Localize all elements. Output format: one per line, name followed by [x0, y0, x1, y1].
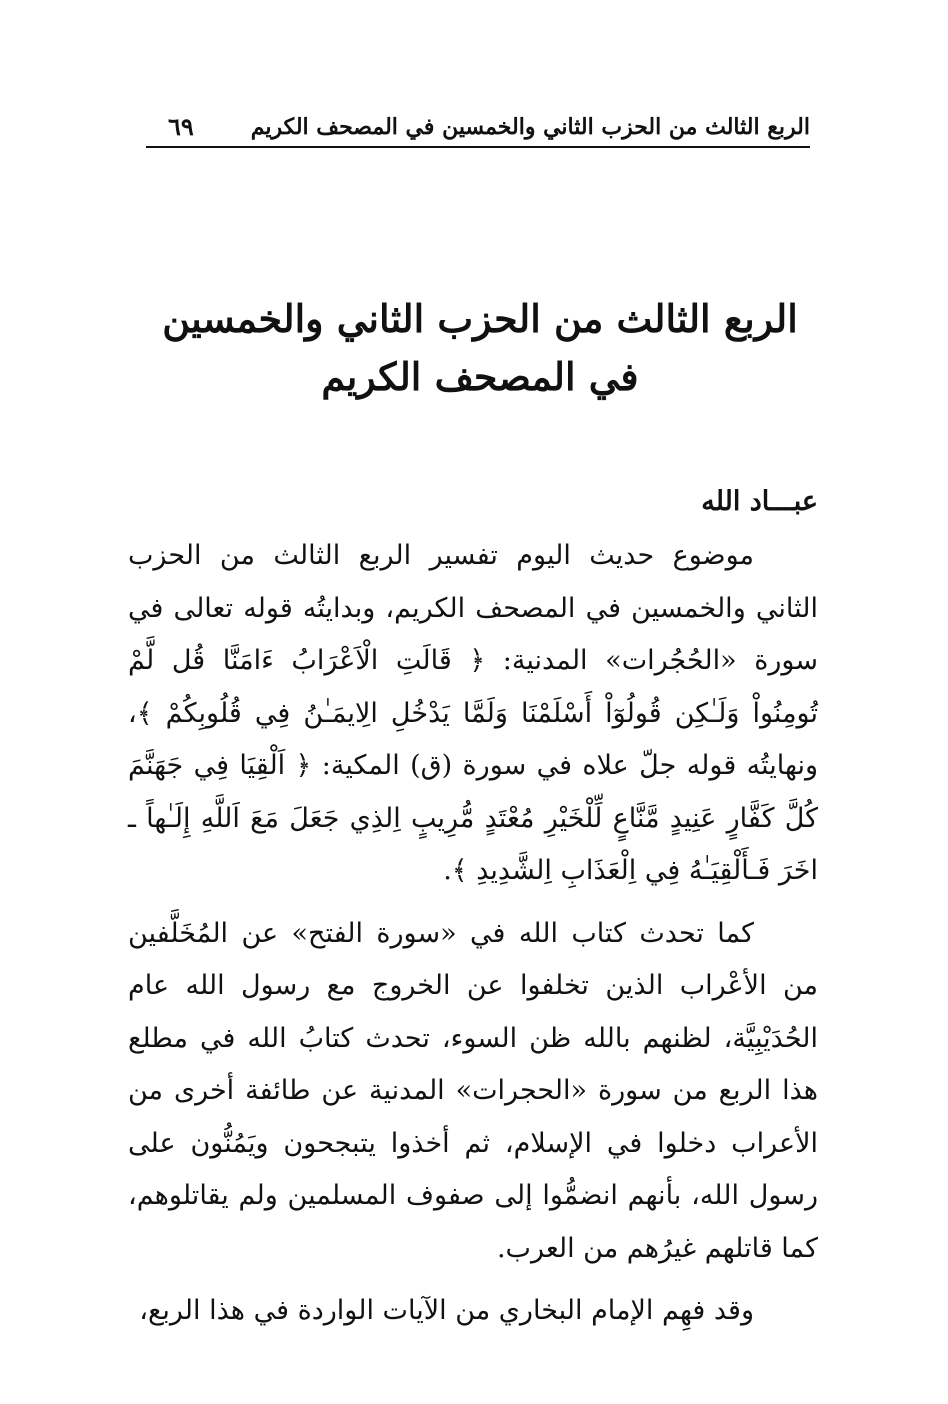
chapter-title-line-1: الربع الثالث من الحزب الثاني والخمسين: [162, 296, 798, 341]
paragraph-2: كما تحدث كتاب الله في «سورة الفتح» عن المُخَلَّفين من الأعْراب الذين تخلفوا عن الخروج مع رسول الله عام الحُدَيْبِيَّة، لظنهم بالله ظن السوء، تحدث كتابُ الله في مطلع هذا الربع من سورة «الحجرات» المدنية عن طائفة أخرى من الأعراب دخلوا في الإسلام، ثم أخذوا يتبجحون ويَمُنُّون على رسول الله، بأنهم انضمُّوا إلى صفوف المسلمين ولم يقاتلوهم، كما قاتلهم غيرُهم من العرب.: [128, 917, 818, 1264]
chapter-title-line-2: في المصحف الكريم: [321, 354, 639, 399]
paragraph-3: وقد فهِم الإمام البخاري من الآيات الواردة في هذا الربع،: [139, 1295, 754, 1326]
body-text: [128, 530, 818, 1348]
page-number: ٦٩: [168, 112, 194, 141]
running-title: الربع الثالث من الحزب الثاني والخمسين في المصحف الكريم: [250, 114, 810, 140]
section-heading: عبـــاد الله: [701, 486, 818, 517]
chapter-title: [160, 290, 800, 406]
paragraph-1: موضوع حديث اليوم تفسير الربع الثالث من الحزب الثاني والخمسين في المصحف الكريم، وبدايتُه قوله تعالى في سورة «الحُجُرات» المدنية: ﴿ قَالَتِ الْاَعْرَابُ ءَامَنَّا قُل لَّمْ تُومِنُواْ وَلَـٰكِن قُولُوٓاْ أَسْلَمْنَا وَلَمَّا يَدْخُلِ الِايمَـٰنُ فِي قُلُوبِكُمْ ﴾، ونهايتُه قوله جلّ علاه في سورة (ق) المكية: ﴿ اَلْقِيَا فِي جَهَنَّمَ كُلَّ كَفَّارٍ عَنِيدٍ مَّنَّاعٍ لِّلْخَيْرِ مُعْتَدٍ مُّرِيبٍ اِلذِي جَعَلَ مَعَ اَللَّهِ إِلَـٰهاً ـ اخَرَ فَـأَلْقِيَـٰهُ فِي اِلْعَذَابِ اِلشَّدِيدِ ﴾.: [128, 540, 818, 886]
running-header: [146, 112, 810, 148]
